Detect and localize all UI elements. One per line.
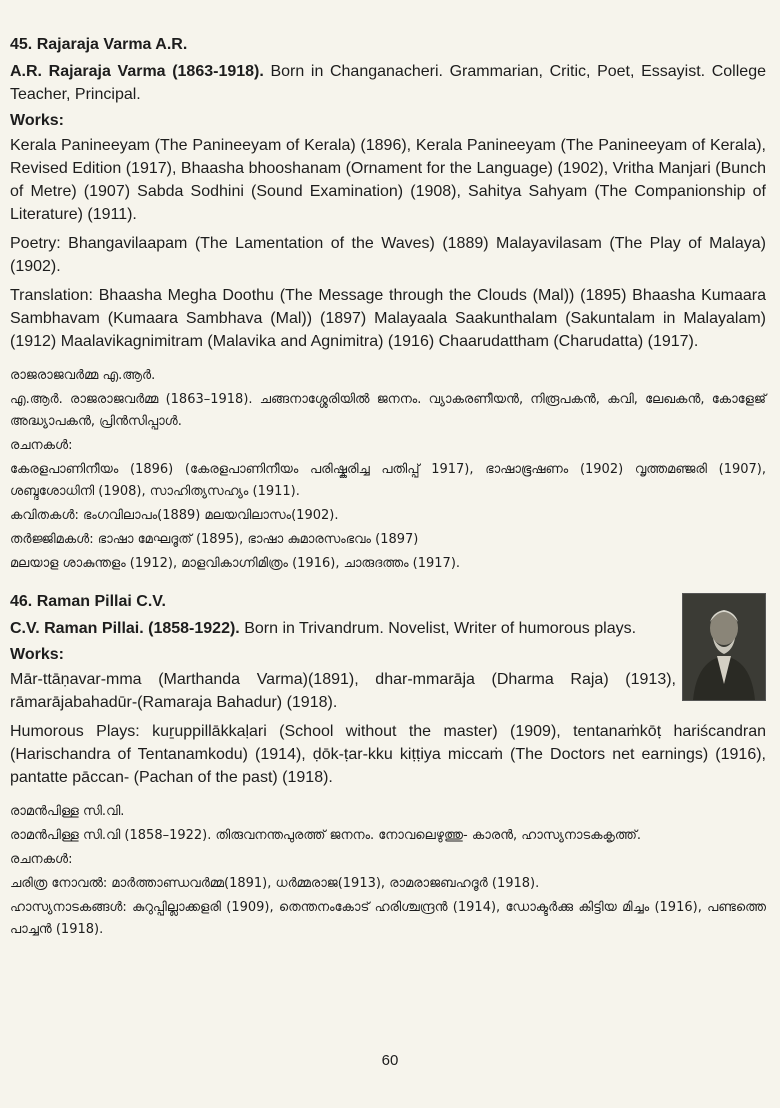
- malayalam-intro: എ.ആർ. രാജരാജവർമ്മ (1863–1918). ചങ്ങനാശ്ശേരിയിൽ ജനനം. വ്യാകരണീയൻ, നിരൂപകൻ, കവി, ലേഖകൻ, കോളേജ് അദ്ധ്യാപകൻ, പ്രിൻസിപ്പാൾ.: [10, 392, 766, 429]
- entry-intro: [10, 617, 676, 640]
- works-label: Works:: [10, 646, 64, 663]
- entry-title: 45. Rajaraja Varma A.R.: [10, 36, 188, 53]
- author-name: C.V. Raman Pillai. (1858-1922).: [10, 620, 240, 637]
- malayalam-translations-line1: തർജ്ജിമകൾ: ഭാഷാ മേഘദൂത് (1895), ഭാഷാ കുമാരസംഭവം (1897): [10, 532, 419, 547]
- entry-header-block: [10, 593, 676, 714]
- works-paragraph: Kerala Panineeyam (The Panineeyam of Kerala) (1896), Kerala Panineeyam (The Panineeyam of Kerala), Revised Edition (1917), Bhaasha bhooshanam (Ornament for the Language) (1902), Vritha Manjari (Bunch of Metre) (1907) Sabda Sodhini (Sound Examination) (1908), Sahitya Sahyam (The Companionship of Literature) (1911).: [10, 137, 766, 223]
- malayalam-works-label: രചനകൾ:: [10, 852, 73, 867]
- entry-title: 46. Raman Pillai C.V.: [10, 593, 166, 610]
- malayalam-works-label: രചനകൾ:: [10, 438, 73, 453]
- works-label: Works:: [10, 112, 64, 129]
- malayalam-plays: ഹാസ്യനാടകങ്ങൾ: കുറുപ്പില്ലാക്കളരി (1909), തെന്തനംകോട് ഹരിശ്ചന്ദ്രൻ (1914), ഡോക്ടർക്കു കിട്ടിയ മിച്ചം (1916), പണ്ടത്തെ പാച്ചൻ (1918).: [10, 900, 766, 937]
- entry-raman-pillai: [10, 593, 766, 941]
- works-paragraph: Mār-ttāṇavar-mma (Marthanda Varma)(1891), dhar-mmarāja (Dharma Raja) (1913), rāmarājabahadūr-(Ramaraja Bahadur) (1918).: [10, 671, 676, 711]
- author-portrait-image: [682, 593, 766, 701]
- malayalam-works: ചരിത്ര നോവൽ: മാർത്താണ്ഡവർമ്മ(1891), ധർമ്മരാജ(1913), രാമരാജബഹദൂർ (1918).: [10, 876, 540, 891]
- poetry-paragraph: Poetry: Bhangavilaapam (The Lamentation of the Waves) (1889) Malayavilasam (The Play of Malaya) (1902).: [10, 235, 766, 275]
- malayalam-intro: രാമൻപിള്ള സി.വി (1858–1922). തിരുവനന്തപുരത്ത് ജനനം. നോവലെഴുത്തു- കാരൻ, ഹാസ്യനാടകകൃത്ത്.: [10, 828, 642, 843]
- author-bio: Born in Changanacheri. Grammarian, Critic, Poet, Essayist. College Teacher, Principal.: [10, 63, 766, 103]
- malayalam-translations-line2: മലയാള ശാകുന്തളം (1912), മാളവികാഗ്നിമിത്രം (1916), ചാരുദത്തം (1917).: [10, 556, 461, 571]
- author-bio: Born in Trivandrum. Novelist, Writer of humorous plays.: [239, 620, 637, 637]
- page-number: 60: [381, 1052, 399, 1069]
- entry-intro: [10, 60, 766, 106]
- malayalam-heading: രാജരാജവർമ്മ എ.ആർ.: [10, 368, 156, 383]
- malayalam-poems: കവിതകൾ: ഭംഗവിലാപം(1889) മലയവിലാസം(1902).: [10, 508, 339, 523]
- portrait-figure-icon: [683, 594, 765, 700]
- author-name: A.R. Rajaraja Varma (1863-1918).: [10, 63, 264, 80]
- humorous-plays-paragraph: Humorous Plays: kuṟuppillākkaḷari (School without the master) (1909), tentanaṁkōṭ hariścandran (Harischandra of Tentanamkodu) (1914), ḍōk-ṭar-kku kiṭṭiya miccaṁ (The Doctors net earnings) (1916), pantatte pāccan- (Pachan of the past) (1918).: [10, 723, 766, 786]
- translation-paragraph: Translation: Bhaasha Megha Doothu (The Message through the Clouds (Mal)) (1895) Bhaasha Kumaara Sambhavam (Kumaara Sambhava (Mal)) (1897) Malayaala Saakunthalam (Sakuntalam in Malayalam) (1912) Maalavikagnimitram (Malavika and Agnimitra) (1916) Chaarudattham (Charudatta) (1917).: [10, 287, 766, 350]
- entry-rajaraja-varma: [10, 36, 766, 575]
- malayalam-works: കേരളപാണിനീയം (1896) (കേരളപാണിനീയം പരിഷ്കരിച്ച പതിപ്പ് 1917), ഭാഷാഭൂഷണം (1902) വൃത്തമഞ്ജരി (1907), ശബ്ദശോധിനി (1908), സാഹിത്യസഹ്യം (1911).: [10, 462, 766, 499]
- page-content: [10, 36, 766, 943]
- malayalam-heading: രാമൻപിള്ള സി.വി.: [10, 804, 125, 819]
